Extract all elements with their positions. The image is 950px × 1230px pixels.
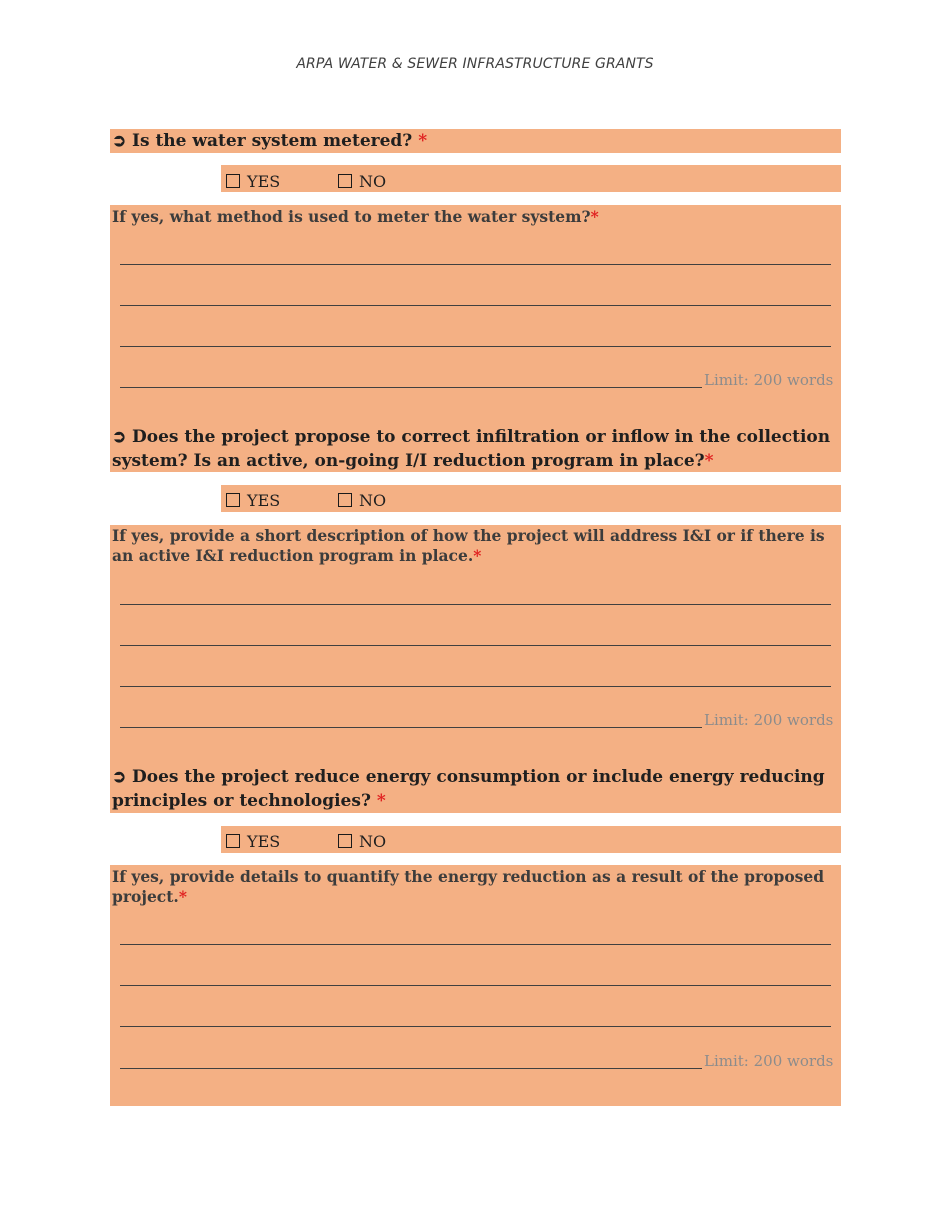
question-3-yes-option[interactable]: YES	[226, 832, 280, 852]
question-2-no-option[interactable]: NO	[338, 491, 386, 511]
checkbox-empty-icon[interactable]	[338, 493, 352, 507]
answer-line[interactable]	[120, 686, 831, 687]
question-1-no-option[interactable]: NO	[338, 172, 386, 192]
word-limit-note: Limit: 200 words	[704, 371, 834, 389]
answer-line[interactable]	[120, 1068, 702, 1069]
question-3-followup: If yes, provide details to quantify the energy reduction as a result of the proposed project.*	[112, 867, 825, 906]
checkbox-empty-icon[interactable]	[338, 834, 352, 848]
answer-line[interactable]	[120, 346, 831, 347]
page-header: ARPA WATER & SEWER INFRASTRUCTURE GRANTS	[296, 56, 654, 72]
answer-line[interactable]	[120, 305, 831, 306]
word-limit-note: Limit: 200 words	[704, 1052, 834, 1070]
required-mark: *	[178, 887, 187, 906]
required-mark: *	[418, 131, 428, 151]
question-1-text: ➲ Is the water system metered? *	[112, 131, 428, 151]
question-1-followup: If yes, what method is used to meter the water system?*	[112, 207, 599, 226]
word-limit-note: Limit: 200 words	[704, 711, 834, 729]
question-3-options-band	[221, 826, 841, 853]
answer-line[interactable]	[120, 387, 702, 388]
arrow-circle-right-icon: ➲	[112, 767, 127, 787]
answer-line[interactable]	[120, 1026, 831, 1027]
answer-line[interactable]	[120, 727, 702, 728]
question-2-text: ➲ Does the project propose to correct infiltration or inflow in the collection system? Is an active, on-going I/I reduction program in place?*	[112, 427, 831, 471]
checkbox-empty-icon[interactable]	[226, 174, 240, 188]
checkbox-empty-icon[interactable]	[226, 834, 240, 848]
checkbox-empty-icon[interactable]	[226, 493, 240, 507]
arrow-circle-right-icon: ➲	[112, 131, 127, 151]
answer-line[interactable]	[120, 645, 831, 646]
question-2-options-band	[221, 485, 841, 512]
question-1-yes-option[interactable]: YES	[226, 172, 280, 192]
arrow-circle-right-icon: ➲	[112, 427, 127, 447]
question-2-yes-option[interactable]: YES	[226, 491, 280, 511]
required-mark: *	[704, 451, 714, 471]
required-mark: *	[376, 791, 386, 811]
answer-line[interactable]	[120, 985, 831, 986]
required-mark: *	[590, 207, 599, 226]
question-3-text: ➲ Does the project reduce energy consumption or include energy reducing principles or technologies? *	[112, 767, 825, 811]
question-3-no-option[interactable]: NO	[338, 832, 386, 852]
question-1-options-band	[221, 165, 841, 192]
required-mark: *	[473, 546, 482, 565]
answer-line[interactable]	[120, 604, 831, 605]
question-2-followup: If yes, provide a short description of how the project will address I&I or if there is an active I&I reduction program in place.*	[112, 526, 825, 565]
answer-line[interactable]	[120, 264, 831, 265]
answer-line[interactable]	[120, 944, 831, 945]
checkbox-empty-icon[interactable]	[338, 174, 352, 188]
